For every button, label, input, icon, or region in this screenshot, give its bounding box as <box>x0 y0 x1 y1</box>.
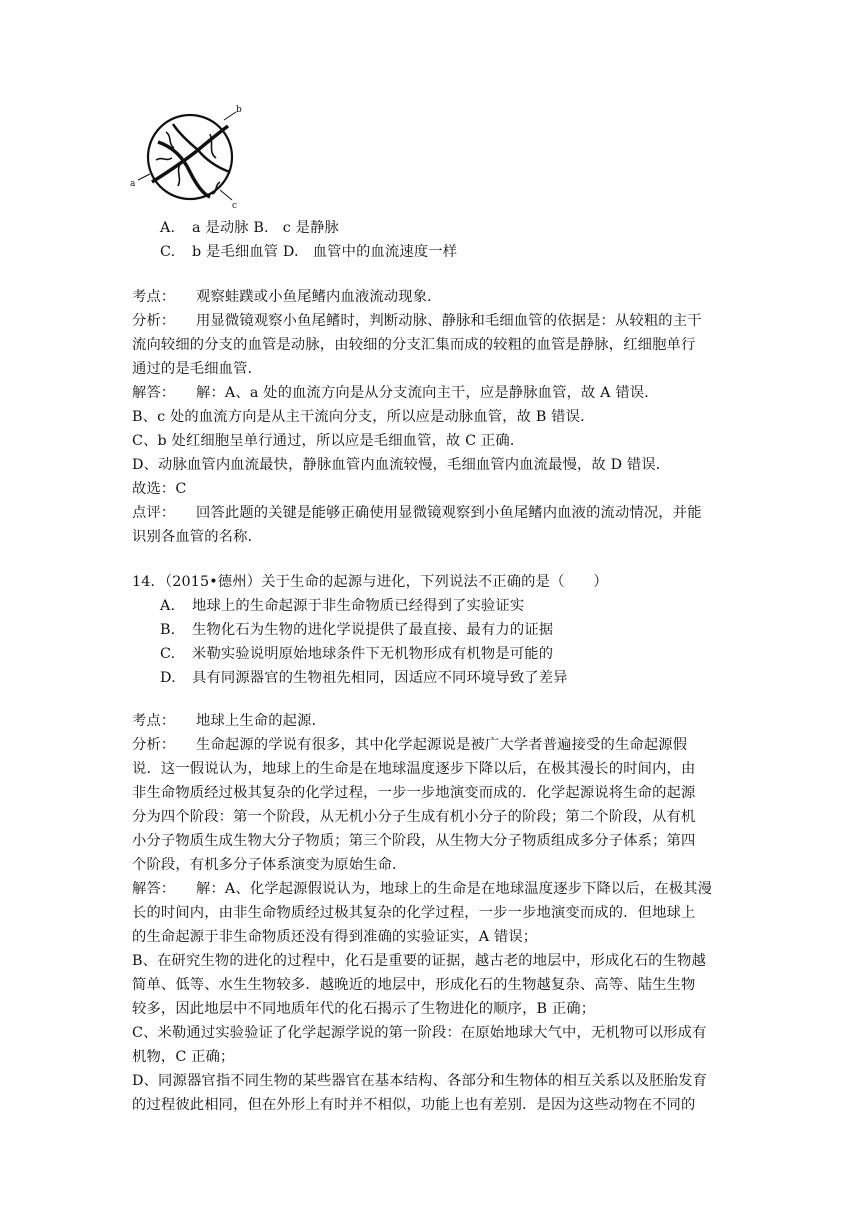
q14-jieda-line-1 <box>132 877 712 901</box>
option-letter: A. <box>160 598 176 614</box>
blood-vessel-figure <box>128 102 248 212</box>
q13-options-row-2 <box>160 240 457 264</box>
q14-option-a <box>160 594 524 618</box>
q13-fenxi-line-2: 流向较细的分支的血管是动脉，由较细的分支汇集而成的较粗的血管是静脉，红细胞单行 <box>132 337 696 353</box>
fenxi-text: 生命起源的学说有很多，其中化学起源说是被广大学者普遍接受的生命起源假 <box>196 737 688 753</box>
figure-label-a: a <box>130 179 136 189</box>
q13-dianping-line-1 <box>132 501 702 525</box>
q14-fenxi-line-2: 说．这一假说认为，地球上的生命是在地球温度逐步下降以后，在极其漫长的时间内，由 <box>132 761 696 777</box>
option-text: 具有同源器官的生物祖先相同，因适应不同环境导致了差异 <box>192 670 568 686</box>
kaodian-text: 观察蛙蹼或小鱼尾鳍内血液流动现象． <box>196 289 442 305</box>
q14-jieda-line-10: 的过程彼此相同，但在外形上有时并不相似，功能上也有差别．是因为这些动物在不同的 <box>132 1097 696 1113</box>
option-text: 地球上的生命起源于非生命物质已经得到了实验证实 <box>192 598 525 614</box>
option-text: 生物化石为生物的进化学说提供了最直接、最有力的证据 <box>192 622 554 638</box>
fenxi-label: 分析： <box>132 737 176 753</box>
q14-jieda-line-9: D、同源器官指不同生物的某些器官在基本结构、各部分和生物体的相互关系以及胚胎发育 <box>132 1073 708 1089</box>
q13-fenxi-line-1 <box>132 309 702 333</box>
q14-fenxi-line-4: 分为四个阶段：第一个阶段，从无机小分子生成有机小分子的阶段；第二个阶段，从有机 <box>132 809 696 825</box>
jieda-label: 解答： <box>132 385 176 401</box>
jieda-text: 解：A、化学起源假说认为，地球上的生命是在地球温度逐步下降以后，在极其漫 <box>196 881 713 897</box>
q14-kaodian <box>132 709 326 733</box>
figure-label-b: b <box>236 105 242 115</box>
q14-jieda-line-6: 较多，因此地层中不同地质年代的化石揭示了生物进化的顺序，B 正确； <box>132 1001 596 1017</box>
q14-option-c <box>160 642 553 666</box>
option-text: 米勒实验说明原始地球条件下无机物形成有机物是可能的 <box>192 646 554 662</box>
q14-option-b <box>160 618 553 642</box>
option-a-text: a 是动脉 B. <box>192 220 269 236</box>
fenxi-text: 用显微镜观察小鱼尾鳍时，判断动脉、静脉和毛细血管的依据是：从较粗的主干 <box>196 313 702 329</box>
jieda-text: 解：A、a 处的血流方向是从分支流向主干，应是静脉血管，故 A 错误． <box>196 385 659 401</box>
option-letter: D. <box>160 670 176 686</box>
q14-jieda-line-2: 长的时间内，由非生命物质经过极其复杂的化学过程，一步一步地演变而成的．但地球上 <box>132 905 696 921</box>
q14-option-d <box>160 666 568 690</box>
q14-fenxi-line-6: 个阶段，有机多分子体系演变为原始生命． <box>132 857 407 873</box>
q14-stem: 14．（2015•德州）关于生命的起源与进化，下列说法不正确的是（ ） <box>132 574 608 590</box>
kaodian-label: 考点： <box>132 713 176 729</box>
option-letter: B. <box>160 622 176 638</box>
q13-options-row-1 <box>160 216 339 240</box>
q14-fenxi-line-3: 非生命物质经过极其复杂的化学过程，一步一步地演变而成的．化学起源说将生命的起源 <box>132 785 696 801</box>
option-letter: C. <box>160 244 176 260</box>
q13-jieda-line-1 <box>132 381 659 405</box>
jieda-label: 解答： <box>132 881 176 897</box>
figure-label-c: c <box>232 201 238 211</box>
q13-answer: 故选：C <box>132 481 187 497</box>
q14-jieda-line-7: C、米勒通过实验验证了化学起源学说的第一阶段：在原始地球大气中，无机物可以形成有 <box>132 1025 707 1041</box>
option-letter: C. <box>160 646 176 662</box>
q13-jieda-line-2: B、c 处的血流方向是从主干流向分支，所以应是动脉血管，故 B 错误． <box>132 409 595 425</box>
q14-jieda-line-4: B、在研究生物的进化的过程中，化石是重要的证据，越古老的地层中，形成化石的生物越 <box>132 953 707 969</box>
kaodian-text: 地球上生命的起源． <box>196 713 327 729</box>
dianping-label: 点评： <box>132 505 176 521</box>
fenxi-label: 分析： <box>132 313 176 329</box>
q14-fenxi-line-5: 小分子物质生成生物大分子物质；第三个阶段，从生物大分子物质组成多分子体系；第四 <box>132 833 696 849</box>
q13-dianping-line-2: 识别各血管的名称． <box>132 529 263 545</box>
option-d-text: 血管中的血流速度一样 <box>312 244 458 260</box>
dianping-text: 回答此题的关键是能够正确使用显微镜观察到小鱼尾鳍内血液的流动情况，并能 <box>196 505 702 521</box>
q14-jieda-line-3: 的生命起源于非生命物质还没有得到准确的实验证实，A 错误； <box>132 929 538 945</box>
q13-kaodian <box>132 285 442 309</box>
kaodian-label: 考点： <box>132 289 176 305</box>
q13-jieda-line-3: C、b 处红细胞呈单行通过，所以应是毛细血管，故 C 正确． <box>132 433 525 449</box>
option-b-text: c 是静脉 <box>282 220 339 236</box>
q14-jieda-line-8: 机物，C 正确； <box>132 1049 235 1065</box>
q14-jieda-line-5: 简单、低等、水生生物较多．越晚近的地层中，形成化石的生物越复杂、高等、陆生生物 <box>132 977 696 993</box>
option-letter: A. <box>160 220 176 236</box>
q13-fenxi-line-3: 通过的是毛细血管． <box>132 361 263 377</box>
q14-fenxi-line-1 <box>132 733 687 757</box>
option-c-text: b 是毛细血管 D. <box>192 244 299 260</box>
q13-jieda-line-4: D、动脉血管内血流最快，静脉血管内血流较慢，毛细血管内血流最慢，故 D 错误． <box>132 457 671 473</box>
